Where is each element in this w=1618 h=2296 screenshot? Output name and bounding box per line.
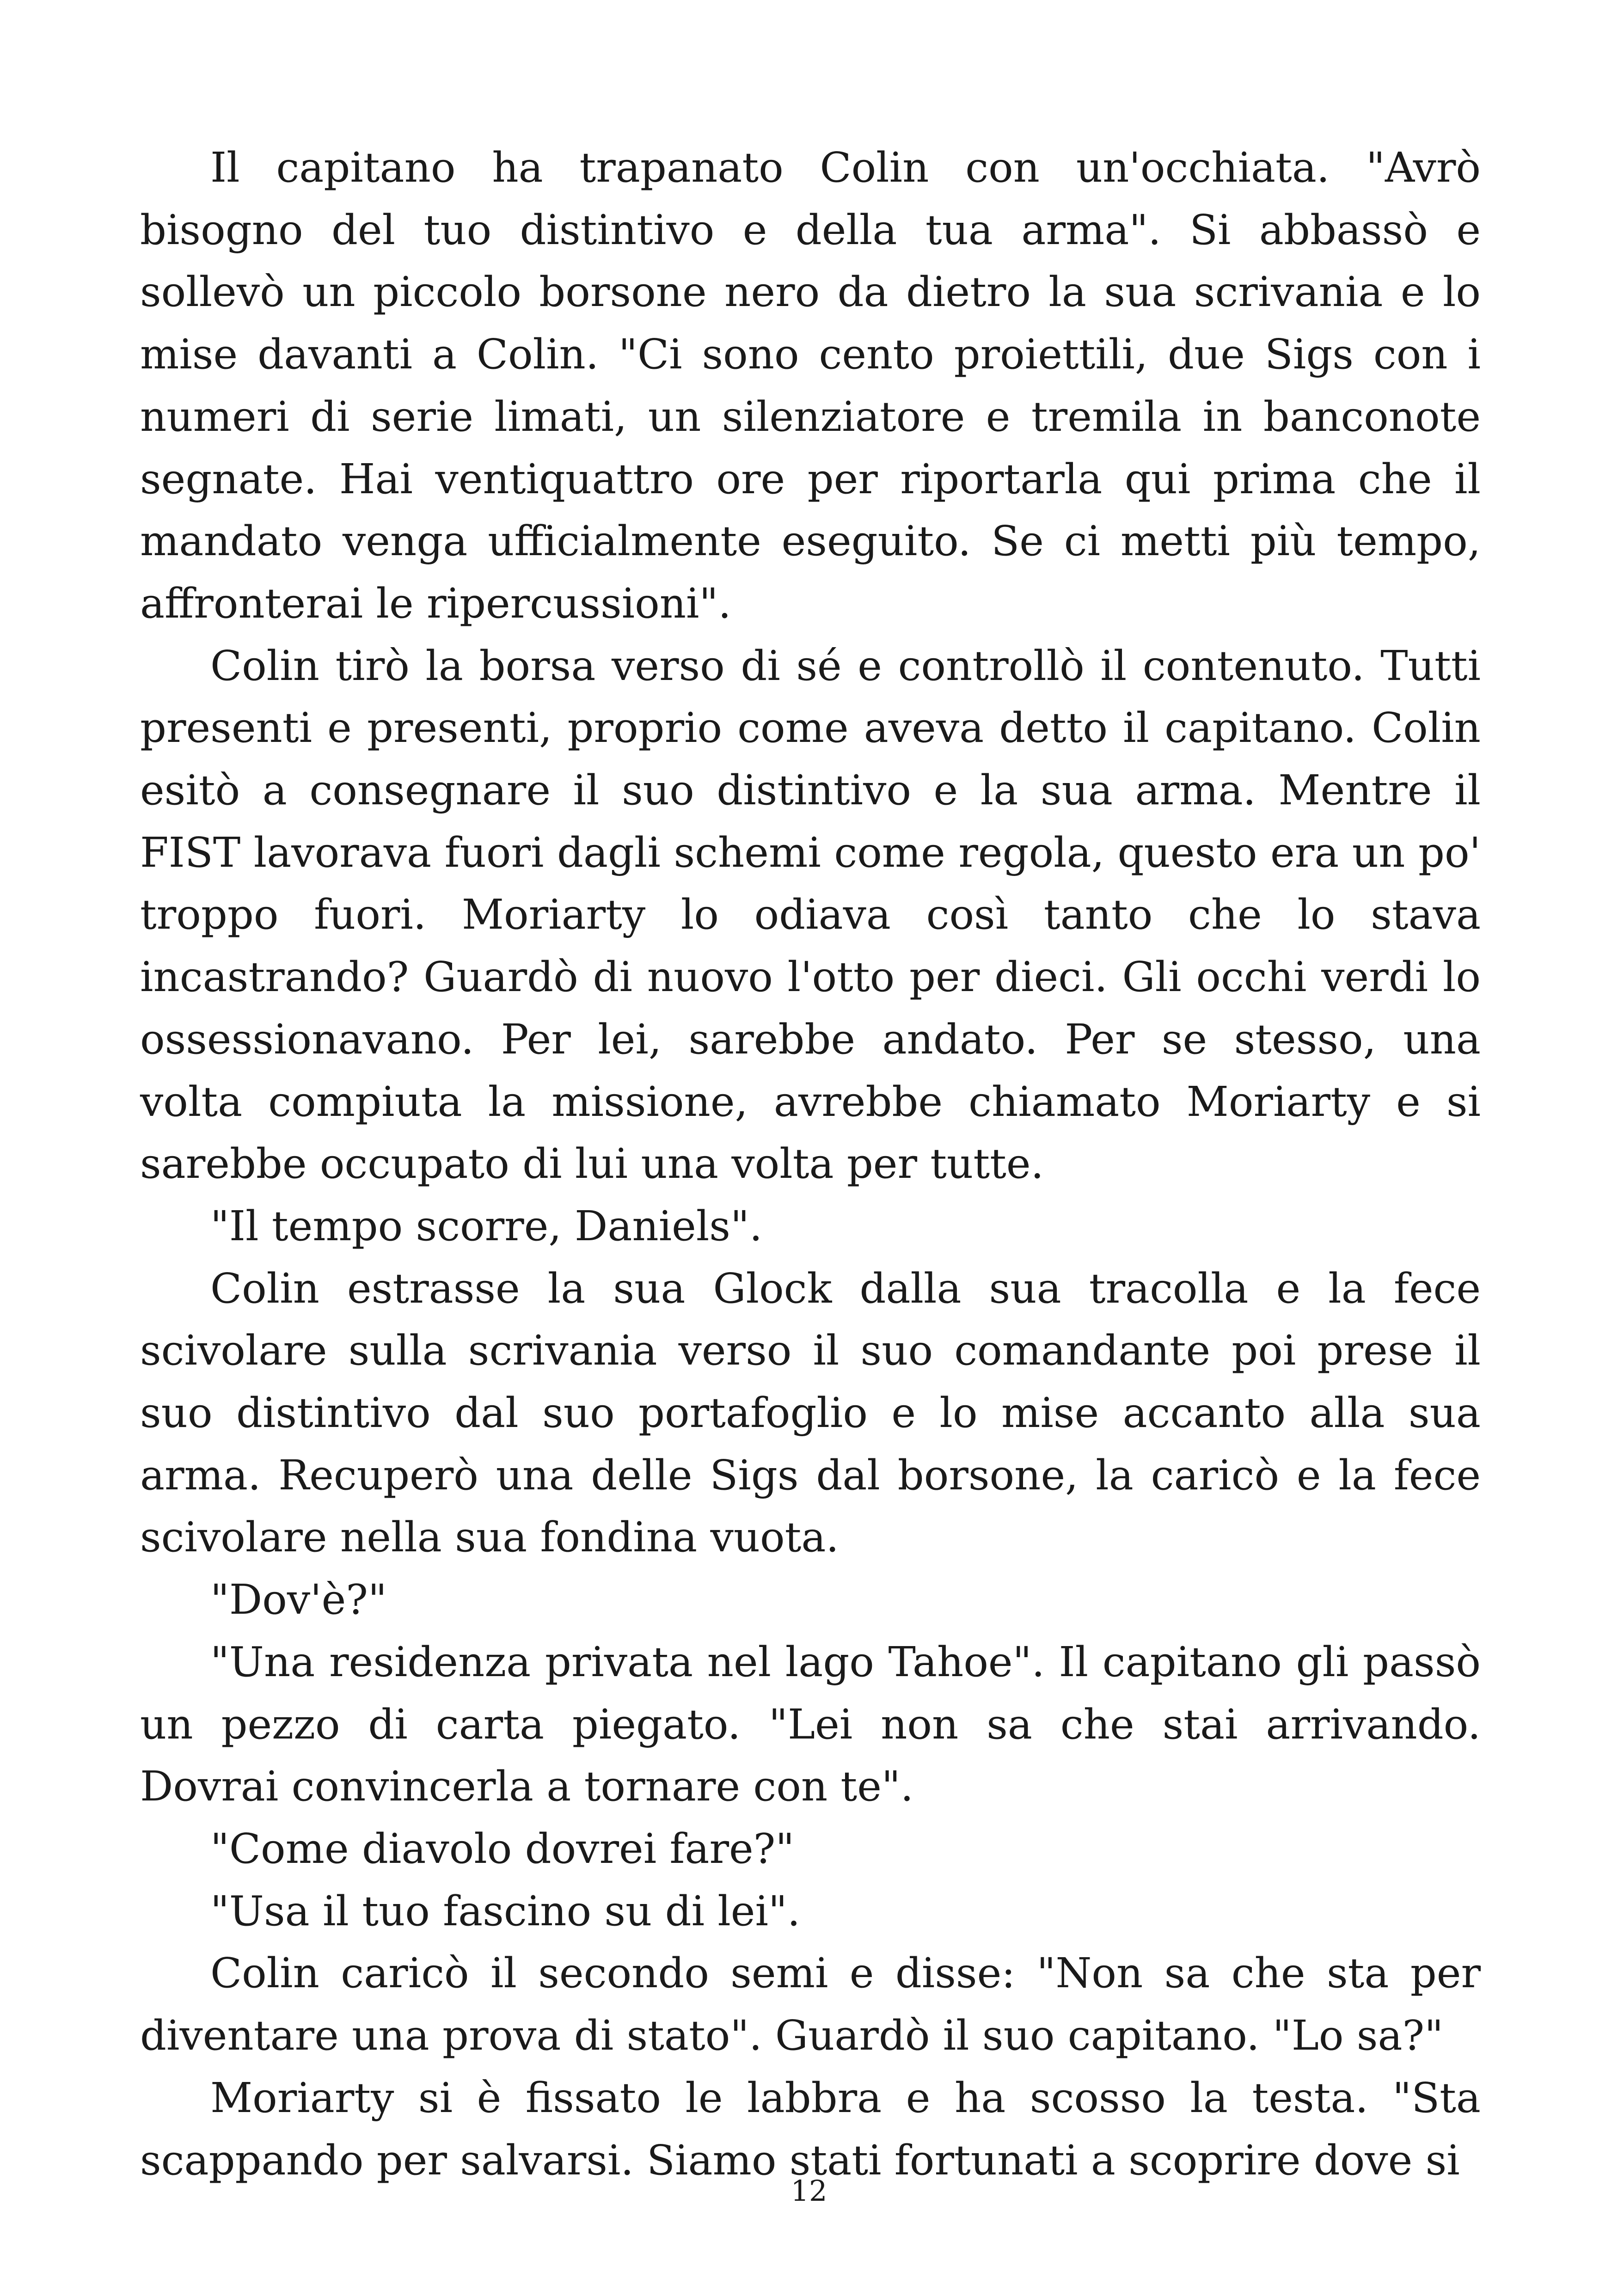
paragraph-3: "Il tempo scorre, Daniels".	[210, 1201, 763, 1250]
paragraph-7: "Come diavolo dovrei fare?"	[210, 1824, 795, 1873]
page-body-text	[140, 136, 1481, 2191]
paragraph-2: Colin tirò la borsa verso di sé e controllò il contenuto. Tutti presenti e presenti, proprio come aveva detto il capitano. Colin esitò a consegnare il suo distintivo e la sua arma. Mentre il FIST lavorava fuori dagli schemi come regola, questo era un po' troppo fuori. Moriarty lo odiava così tanto che lo stava incastrando? Guardò di nuovo l'otto per dieci. Gli occhi verdi lo ossessionavano. Per lei, sarebbe andato. Per se stesso, una volta compiuta la missione, avrebbe chiamato Moriarty e si sarebbe occupato di lui una volta per tutte.	[140, 641, 1481, 1188]
paragraph-4: Colin estrasse la sua Glock dalla sua tracolla e la fece scivolare sulla scrivania verso il suo comandante poi prese il suo distintivo dal suo portafoglio e lo mise accanto alla sua arma. Recuperò una delle Sigs dal borsone, la caricò e la fece scivolare nella sua fondina vuota.	[140, 1264, 1481, 1561]
paragraph-1: Il capitano ha trapanato Colin con un'occhiata. "Avrò bisogno del tuo distintivo e della tua arma". Si abbassò e sollevò un piccolo borsone nero da dietro la sua scrivania e lo mise davanti a Colin. "Ci sono cento proiettili, due Sigs con i numeri di serie limati, un silenziatore e tremila in banconote segnate. Hai ventiquattro ore per riportarla qui prima che il mandato venga ufficialmente eseguito. Se ci metti più tempo, affronterai le ripercussioni".	[140, 143, 1481, 627]
paragraph-8: "Usa il tuo fascino su di lei".	[210, 1886, 801, 1935]
paragraph-9: Colin caricò il secondo semi e disse: "Non sa che sta per diventare una prova di stato". Guardò il suo capitano. "Lo sa?"	[140, 1949, 1481, 2060]
paragraph-10: Moriarty si è fissato le labbra e ha scosso la testa. "Sta scappando per salvarsi. Siamo stati fortunati a scoprire dove si	[140, 2073, 1481, 2184]
paragraph-5: "Dov'è?"	[210, 1575, 387, 1624]
paragraph-6: "Una residenza privata nel lago Tahoe". Il capitano gli passò un pezzo di carta piegato. "Lei non sa che stai arrivando. Dovrai convincerla a tornare con te".	[140, 1637, 1481, 1811]
page-number: 12	[791, 2174, 827, 2208]
